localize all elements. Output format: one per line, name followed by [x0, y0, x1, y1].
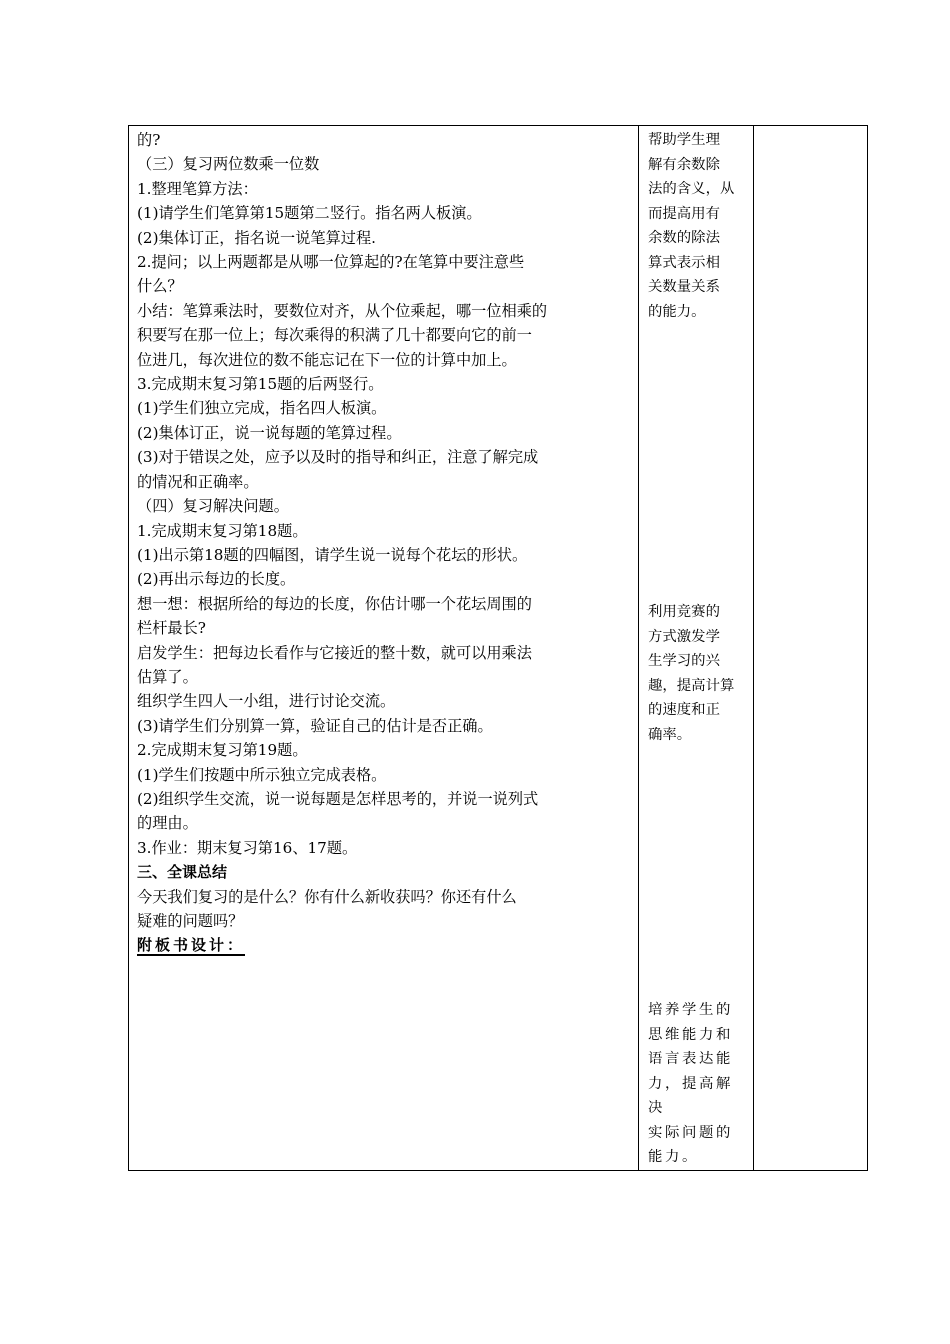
text-line: 估算了。 [137, 667, 198, 686]
text-line: 3.作业：期末复习第16、17题。 [137, 838, 358, 857]
board-design-heading-text: 附板书设计： [137, 936, 246, 955]
summary-line: 今天我们复习的是什么？你有什么新收获吗？你还有什么 [137, 887, 517, 906]
note-line: 方式激发学 [648, 628, 720, 645]
text-line: 启发学生：把每边长看作与它接近的整十数，就可以用乘法 [137, 643, 532, 662]
text-line: (1)出示第18题的四幅图，请学生说一说每个花坛的形状。 [137, 545, 528, 564]
text-line: 想一想：根据所给的每边的长度，你估计哪一个花坛周围的 [137, 594, 532, 613]
text-line: (3)对于错误之处，应予以及时的指导和纠正，注意了解完成 [137, 448, 539, 467]
summary-line: 疑难的问题吗？ [137, 912, 244, 930]
note-line: 帮助学生理 [648, 132, 720, 148]
teaching-process-text [137, 128, 633, 958]
board-design-heading [137, 933, 633, 957]
text-line: 的情况和正确率。 [137, 472, 259, 491]
design-note-2 [648, 600, 748, 747]
section-heading: （三）复习两位数乘一位数 [137, 155, 320, 174]
note-line: 而提高用有 [648, 205, 720, 222]
text-line: 的? [137, 131, 161, 149]
text-line: 2.提问；以上两题都是从哪一位算起的?在笔算中要注意些 [137, 253, 525, 272]
note-line: 思维能力和 [648, 1026, 733, 1043]
text-line: 小结：笔算乘法时，要数位对齐，从个位乘起，哪一位相乘的 [137, 301, 548, 320]
note-line: 法的含义，从 [648, 181, 735, 197]
text-line: 位进几，每次进位的数不能忘记在下一位的计算中加上。 [137, 350, 517, 369]
note-line: 实际问题的 [648, 1124, 733, 1141]
text-line: (2)集体订正，指名说一说笔算过程. [137, 228, 376, 247]
note-line: 算式表示相 [648, 254, 720, 271]
design-note-1 [648, 128, 748, 324]
note-line: 能力。 [648, 1149, 699, 1165]
note-line: 的速度和正 [648, 702, 720, 718]
note-line: 力，提高解决 [648, 1075, 733, 1116]
text-line: 3.完成期末复习第15题的后两竖行。 [137, 375, 384, 394]
text-line: 的理由。 [137, 814, 198, 833]
text-line: (2)再出示每边的长度。 [137, 570, 296, 589]
text-line: 2.完成期末复习第19题。 [137, 741, 308, 760]
lesson-plan-table [128, 125, 868, 1171]
note-line: 趣，提高计算 [648, 677, 735, 694]
text-line: (1)请学生们笔算第15题第二竖行。指名两人板演。 [137, 204, 482, 223]
text-line: (3)请学生们分别算一算，验证自己的估计是否正确。 [137, 716, 493, 735]
text-line: 什么？ [137, 277, 183, 296]
text-line: 1.完成期末复习第18题。 [137, 521, 308, 540]
text-line: 组织学生四人一小组，进行讨论交流。 [137, 692, 396, 711]
note-line: 确率。 [648, 726, 692, 743]
note-line: 生学习的兴 [648, 653, 720, 669]
section-heading: （四）复习解决问题。 [137, 497, 289, 516]
text-line: (1)学生们按题中所示独立完成表格。 [137, 765, 387, 784]
design-intent-column [639, 126, 754, 1170]
text-line: 积要写在那一位上；每次乘得的积满了几十都要向它的前一 [137, 326, 532, 345]
summary-heading: 三、全课总结 [137, 863, 228, 882]
text-line: (2)组织学生交流，说一说每题是怎样思考的，并说一说列式 [137, 789, 539, 808]
text-line: 栏杆最长? [137, 619, 206, 638]
note-line: 关数量关系 [648, 279, 720, 295]
note-line: 利用竞赛的 [648, 604, 720, 620]
note-line: 的能力。 [648, 303, 706, 320]
teaching-process-column [129, 126, 639, 1170]
design-note-3 [648, 998, 748, 1170]
note-line: 培养学生的 [648, 1002, 733, 1018]
text-line: 1.整理笔算方法： [137, 179, 258, 198]
note-line: 解有余数除 [648, 156, 720, 173]
text-line: (1)学生们独立完成，指名四人板演。 [137, 399, 387, 418]
text-line: (2)集体订正，说一说每题的笔算过程。 [137, 423, 402, 442]
note-line: 语言表达能 [648, 1051, 733, 1067]
blank-column [754, 126, 867, 1170]
note-line: 余数的除法 [648, 230, 720, 246]
